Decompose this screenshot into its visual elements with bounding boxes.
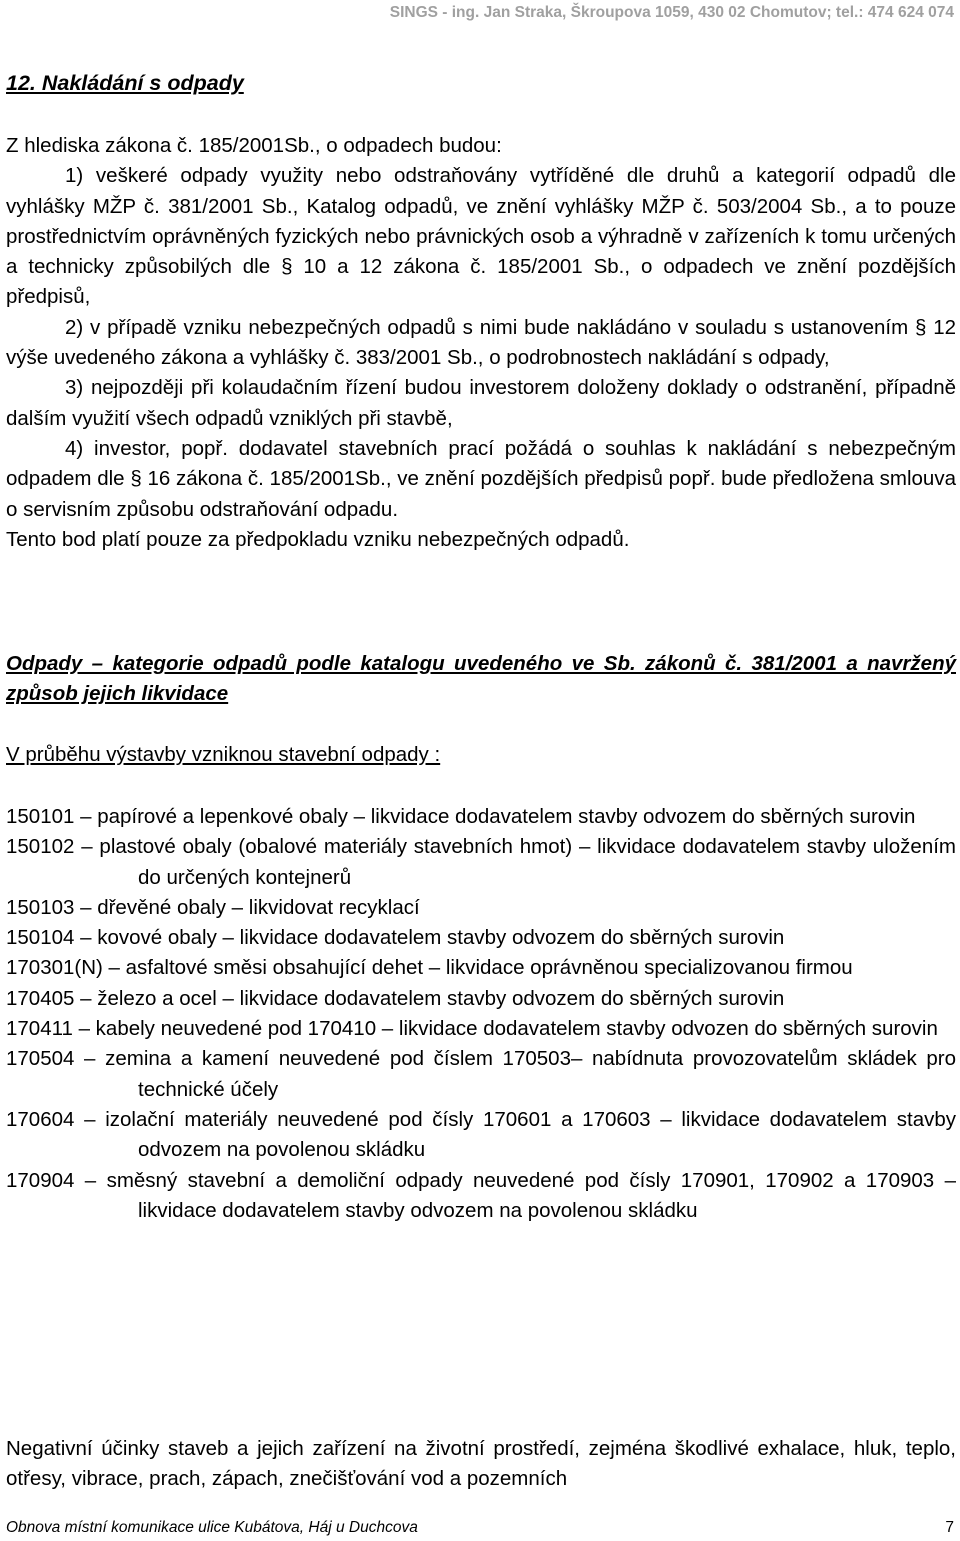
waste-item-150101: 150101 – papírové a lepenkové obaly – likvidace dodavatelem stavby odvozem do sběrných surovin xyxy=(6,805,916,828)
waste-item-150104: 150104 – kovové obaly – likvidace dodavatelem stavby odvozem do sběrných surovin xyxy=(6,926,785,950)
page-header: SINGS - ing. Jan Straka, Škroupova 1059, 430 02 Chomutov; tel.: 474 624 074 xyxy=(389,4,954,21)
section-title: 12. Nakládání s odpady xyxy=(6,71,244,95)
waste-heading-block xyxy=(6,649,956,710)
intro-item-1: 1) veškeré odpady využity nebo odstraňovány vytříděné dle druhů a kategorií odpadů dle vyhlášky MŽP č. 381/2001 Sb., Katalog odpadů, ve znění vyhlášky MŽP č. 503/2004 Sb., a to pouze prostřednictvím oprávněných fyzických nebo právnických osob a výhradně v zařízeních k tomu určených a technicky způsobilých dle § 10 a 12 zákona č. 185/2001 Sb., o odpadech ve znění pozdějších předpisů, xyxy=(6,164,956,309)
waste-item-150103: 150103 – dřevěné obaly – likvidovat recyklací xyxy=(6,895,420,919)
intro-note: Tento bod platí pouze za předpokladu vzniku nebezpečných odpadů. xyxy=(6,527,630,551)
page-footer xyxy=(6,1519,954,1537)
waste-item-170301-n: 170301(N) – asfaltové směsi obsahující dehet – likvidace oprávněnou specializovanou firmou xyxy=(6,956,853,980)
intro-item-3: 3) nejpozději při kolaudačním řízení budou investorem doloženy doklady o odstranění, případně dalším využití všech odpadů vzniklých při stavbě, xyxy=(6,376,956,430)
waste-heading: Odpady – kategorie odpadů podle katalogu uvedeného ve Sb. zákonů č. 381/2001 a navržený způsob jejich likvidace xyxy=(6,652,956,706)
page-number: 7 xyxy=(945,1519,954,1536)
waste-item-170405: 170405 – železo a ocel – likvidace dodavatelem stavby odvozem do sběrných surovin xyxy=(6,986,785,1010)
waste-item-170604: 170604 – izolační materiály neuvedené pod čísly 170601 a 170603 – likvidace dodavatelem stavby odvozem na povolenou skládku xyxy=(6,1107,956,1162)
subheading-block xyxy=(6,740,956,770)
construction-waste-subheading: V průběhu výstavby vzniknou stavební odpady : xyxy=(6,743,441,766)
intro-section xyxy=(6,131,956,555)
footer-project-title: Obnova místní komunikace ulice Kubátova, Háj u Duchcova xyxy=(6,1519,418,1536)
waste-item-170504: 170504 – zemina a kamení neuvedené pod číslem 170503– nabídnuta provozovatelům skládek pro technické účely xyxy=(6,1047,956,1101)
waste-item-170411: 170411 – kabely neuvedené pod 170410 – likvidace dodavatelem stavby odvozen do sběrných surovin xyxy=(6,1017,938,1041)
intro-item-2: 2) v případě vzniku nebezpečných odpadů s nimi bude nakládáno v souladu s ustanovením § 12 výše uvedeného zákona a vyhlášky č. 383/2001 Sb., o podrobnostech nakládání s odpady, xyxy=(6,315,956,370)
waste-item-150102: 150102 – plastové obaly (obalové materiály stavebních hmot) – likvidace dodavatelem stavby uložením do určených kontejnerů xyxy=(6,835,956,889)
intro-lead: Z hlediska zákona č. 185/2001Sb., o odpadech budou: xyxy=(6,134,502,157)
impacts-paragraph: Negativní účinky staveb a jejich zařízení na životní prostředí, zejména škodlivé exhalace, hluk, teplo, otřesy, vibrace, prach, zápach, znečišťování vod a pozemních xyxy=(6,1437,956,1491)
waste-item-170904: 170904 – směsný stavební a demoliční odpady neuvedené pod čísly 170901, 170902 a 170903 – likvidace dodavatelem stavby odvozem na povolenou skládku xyxy=(6,1168,956,1222)
impacts-block xyxy=(6,1434,956,1495)
waste-list xyxy=(6,802,956,1226)
intro-item-4: 4) investor, popř. dodavatel stavebních prací požádá o souhlas k nakládání s nebezpečným odpadem dle § 16 zákona č. 185/2001Sb., ve znění pozdějších předpisů popř. bude předložena smlouva o servisním způsobu odstraňování odpadu. xyxy=(6,436,956,521)
